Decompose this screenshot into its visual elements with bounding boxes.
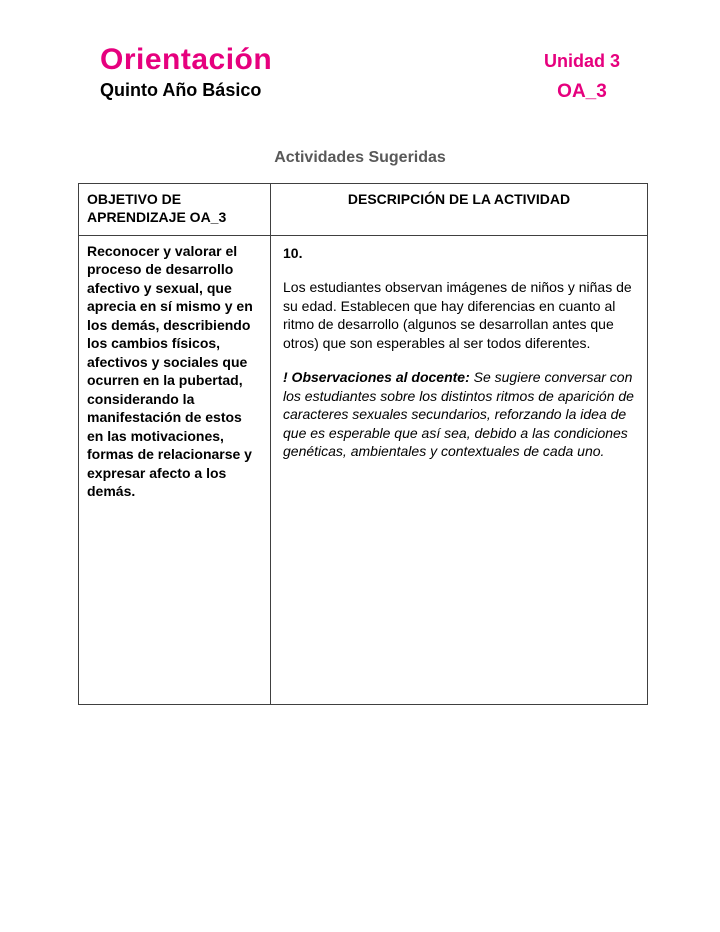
objective-text: Reconocer y valorar el proceso de desarrollo afectivo y sexual, que aprecia en sí mismo y en los demás, describiendo los cambios físicos, afectivos y sociales que ocurren en la pubertad, considerando la manifestación de estos en las motivaciones, formas de relacionarse y expresar afecto a los demás. [87, 242, 253, 500]
activity-paragraph: Los estudiantes observan imágenes de niños y niñas de su edad. Establecen que hay diferencias en cuanto al ritmo de desarrollo (algunos se desarrollan antes que otros) que son esperables al ser todos diferentes. [283, 279, 632, 351]
grade-subtitle: Quinto Año Básico [100, 79, 262, 100]
teacher-note-text: Se sugiere conversar con los estudiantes sobre los distintos ritmos de aparición de caracteres sexuales secundarios, reforzando la idea de que es esperable que así sea, debido a las condiciones genéticas, ambientales y contextuales de cada uno. [283, 369, 634, 460]
document-header [100, 44, 620, 103]
table-header-row [79, 184, 647, 236]
activity-number: 10. [283, 244, 303, 261]
objective-cell [79, 236, 271, 704]
oa-label: OA_3 [557, 81, 607, 102]
teacher-note [283, 368, 635, 460]
table-body-row [79, 236, 647, 704]
header-right [544, 44, 620, 103]
activities-table [78, 183, 648, 705]
column-header-objective: OBJETIVO DE APRENDIZAJE OA_3 [79, 184, 271, 235]
subject-title: Orientación [100, 43, 273, 76]
column-header-description: DESCRIPCIÓN DE LA ACTIVIDAD [347, 191, 571, 207]
unit-label: Unidad 3 [543, 51, 620, 71]
header-left [100, 44, 272, 101]
activity-cell [271, 236, 647, 704]
section-title: Actividades Sugeridas [274, 149, 446, 166]
teacher-note-label: ! Observaciones al docente: [283, 369, 470, 386]
